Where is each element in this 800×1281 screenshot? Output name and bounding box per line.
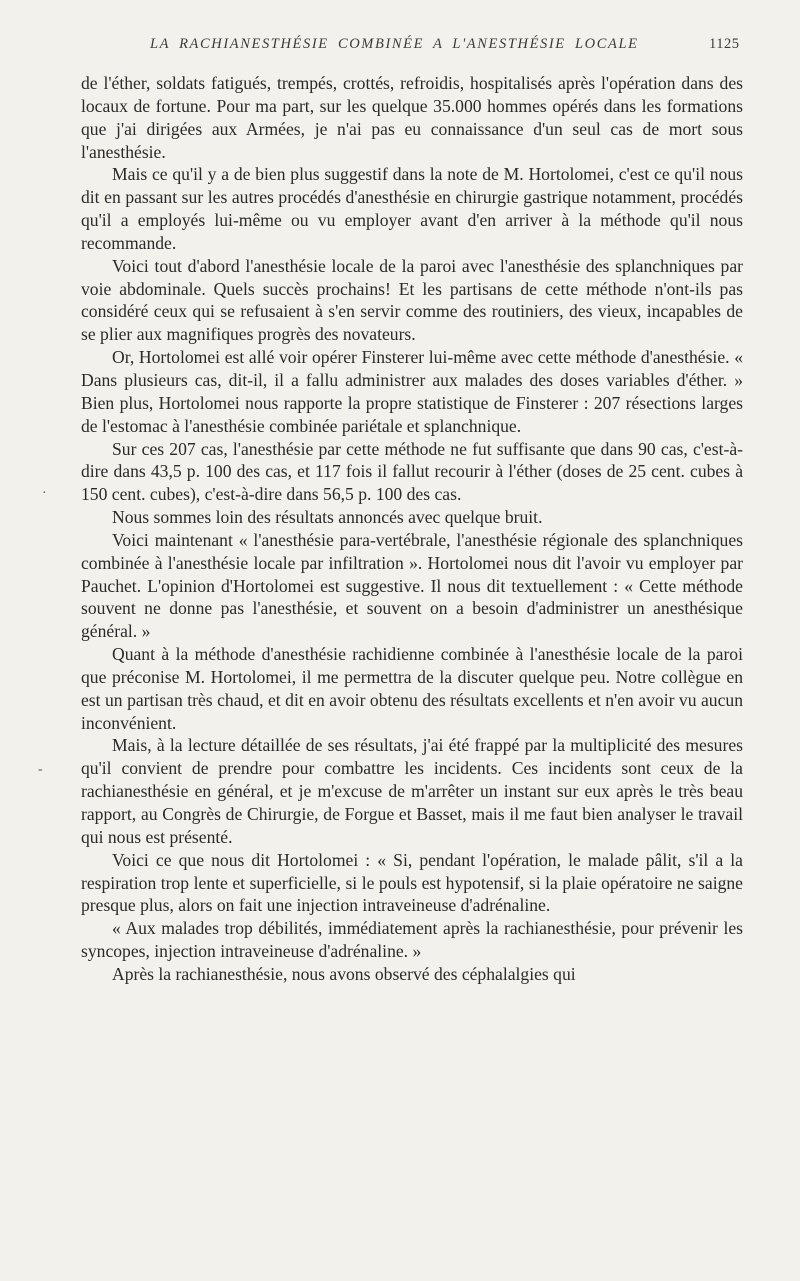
paragraph: Après la rachianesthésie, nous avons observé des céphalalgies qui [112, 963, 576, 984]
body-text [81, 72, 743, 986]
paragraph: Nous sommes loin des résultats annoncés avec quelque bruit. [112, 507, 543, 528]
paragraph: Mais ce qu'il y a de bien plus suggestif dans la note de M. Hortolomei, c'est ce qu'il nous dit en passant sur les autres procédés d'anesthésie en chirurgie gastrique notamment, procédés qu'il a employés lui-même ou vu employer avant d'en arriver à la méthode qu'il nous recommande. [81, 164, 743, 253]
paragraph: Quant à la méthode d'anesthésie rachidienne combinée à l'anesthésie locale de la paroi que préconise M. Hortolomei, il me permettra de la discuter quelque peu. Notre collègue en est un partisan très chaud, et dit en avoir obtenu des résultats excellents et n'en avoir vu aucun inconvénient. [81, 644, 743, 733]
margin-dash: - [38, 762, 43, 777]
paragraph: Mais, à la lecture détaillée de ses résultats, j'ai été frappé par la multiplicité des mesures qu'il convient de prendre pour combattre les incidents. Ces incidents sont ceux de la rachianesthésie en général, et je m'excuse de m'arrêter un instant sur eux après le très beau rapport, au Congrès de Chirurgie, de Forgue et Basset, mais il me faut bien analyser le travail qui nous est présenté. [81, 735, 743, 847]
paragraph: de l'éther, soldats fatigués, trempés, crottés, refroidis, hospitalisés après l'opération dans des locaux de fortune. Pour ma part, sur les quelque 35.000 hommes opérés dans les formations que j'ai dirigées aux Armées, je n'ai pas eu connaissance d'un seul cas de mort sous l'anesthésie. [81, 73, 743, 162]
paragraph: Voici ce que nous dit Hortolomei : « Si, pendant l'opération, le malade pâlit, s'il a la respiration trop lente et superficielle, si le pouls est hypotensif, si la plaie opératoire ne saigne presque plus, alors on fait une injection intraveineuse d'adrénaline. [81, 849, 743, 916]
paragraph: « Aux malades trop débilités, immédiatement après la rachianesthésie, pour prévenir les syncopes, injection intraveineuse d'adrénaline. » [81, 918, 743, 962]
margin-dot: · [42, 486, 47, 501]
running-title: LA RACHIANESTHÉSIE COMBINÉE A L'ANESTHÉSIE LOCALE [150, 36, 639, 52]
paragraph: Sur ces 207 cas, l'anesthésie par cette méthode ne fut suffisante que dans 90 cas, c'est-à-dire dans 43,5 p. 100 des cas, et 117 fois il fallut recourir à l'éther (doses de 25 cent. cubes à 150 cent. cubes), c'est-à-dire dans 56,5 p. 100 des cas. [81, 438, 743, 505]
page-number: 1125 [709, 36, 740, 52]
paragraph: Voici maintenant « l'anesthésie para-vertébrale, l'anesthésie régionale des splanchniques combinée à l'anesthésie locale par infiltration ». Hortolomei nous dit l'avoir vu employer par Pauchet. L'opinion d'Hortolomei est suggestive. Il nous dit textuellement : « Cette méthode souvent ne donne pas l'anesthésie, et souvent on a besoin d'administrer un anesthésique général. » [81, 529, 743, 642]
paragraph: Or, Hortolomei est allé voir opérer Finsterer lui-même avec cette méthode d'anesthésie. « Dans plusieurs cas, dit-il, il a fallu administrer aux malades des doses variables d'éther. » Bien plus, Hortolomei nous rapporte la propre statistique de Finsterer : 207 résections larges de l'estomac à l'anesthésie combinée pariétale et splanchnique. [81, 347, 743, 436]
paragraph: Voici tout d'abord l'anesthésie locale de la paroi avec l'anesthésie des splanchniques par voie abdominale. Quels succès prochains! Et les partisans de cette méthode n'ont-ils pas considéré ceux qui se refusaient à s'en servir comme des routiniers, des vieux, incapables de se plier aux magnifiques progrès des novateurs. [81, 255, 743, 345]
